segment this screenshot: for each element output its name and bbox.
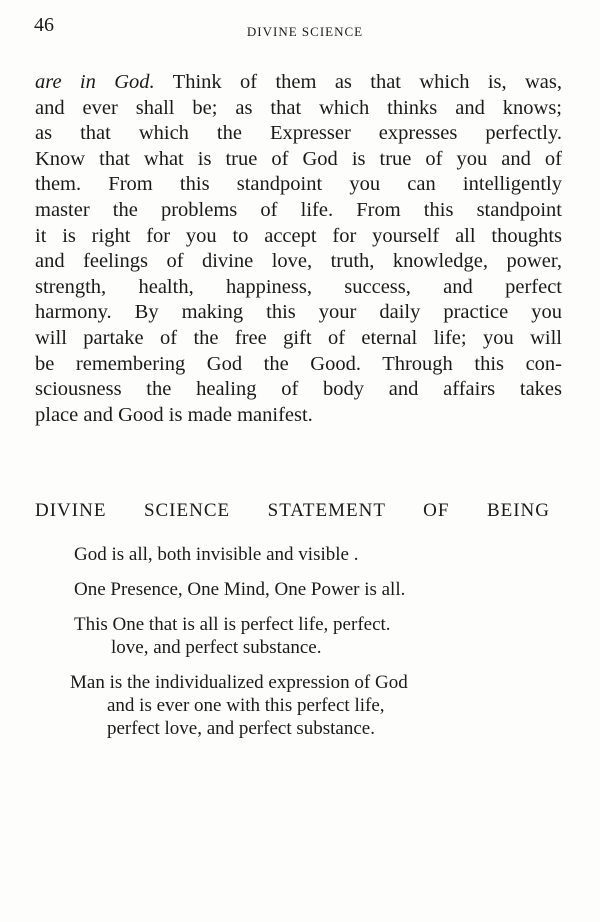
running-head: DIVINE SCIENCE: [246, 24, 364, 39]
line-text: Think of them as that which is, was,: [154, 71, 562, 93]
body-paragraph: [35, 70, 562, 428]
statement-line: Man is the individualized expression of God: [70, 672, 408, 693]
body-line: harmony. By making this your daily practice you: [35, 301, 562, 324]
body-line: as that which the Expresser expresses perfectly.: [35, 122, 562, 145]
body-line: strength, health, happiness, success, and perfect: [35, 275, 562, 298]
statement-line: This One that is all is perfect life, perfect.: [74, 614, 391, 635]
page-number: 46: [34, 14, 54, 36]
statement-line: love, and perfect substance.: [111, 637, 322, 658]
statement: [70, 671, 408, 740]
section-heading: DIVINE SCIENCE STATEMENT OF BEING: [35, 500, 550, 521]
body-line: Know that what is true of God is true of you and of: [35, 147, 562, 170]
body-line: place and Good is made manifest.: [35, 403, 313, 426]
statement-line: God is all, both invisible and visible .: [74, 544, 359, 565]
body-line: be remembering God the Good. Through this con-: [35, 352, 562, 375]
statement-line: perfect love, and perfect substance.: [107, 718, 375, 739]
statements: [70, 543, 408, 752]
statement-line: One Presence, One Mind, One Power is all.: [74, 579, 406, 600]
body-line: and ever shall be; as that which thinks and knows;: [35, 96, 562, 119]
body-line: it is right for you to accept for yourself all thoughts: [35, 224, 562, 247]
body-line: [35, 70, 562, 96]
body-line: will partake of the free gift of eternal life; you will: [35, 326, 562, 349]
body-line: sciousness the healing of body and affairs takes: [35, 378, 562, 401]
statement-line: and is ever one with this perfect life,: [107, 695, 385, 716]
body-line: and feelings of divine love, truth, knowledge, power,: [35, 250, 562, 273]
statement: [74, 578, 408, 601]
body-line: master the problems of life. From this standpoint: [35, 198, 562, 221]
statement: [74, 613, 408, 659]
italic-phrase: are in God.: [35, 71, 155, 93]
body-line: them. From this standpoint you can intelligently: [35, 173, 562, 196]
statement: [74, 543, 408, 566]
